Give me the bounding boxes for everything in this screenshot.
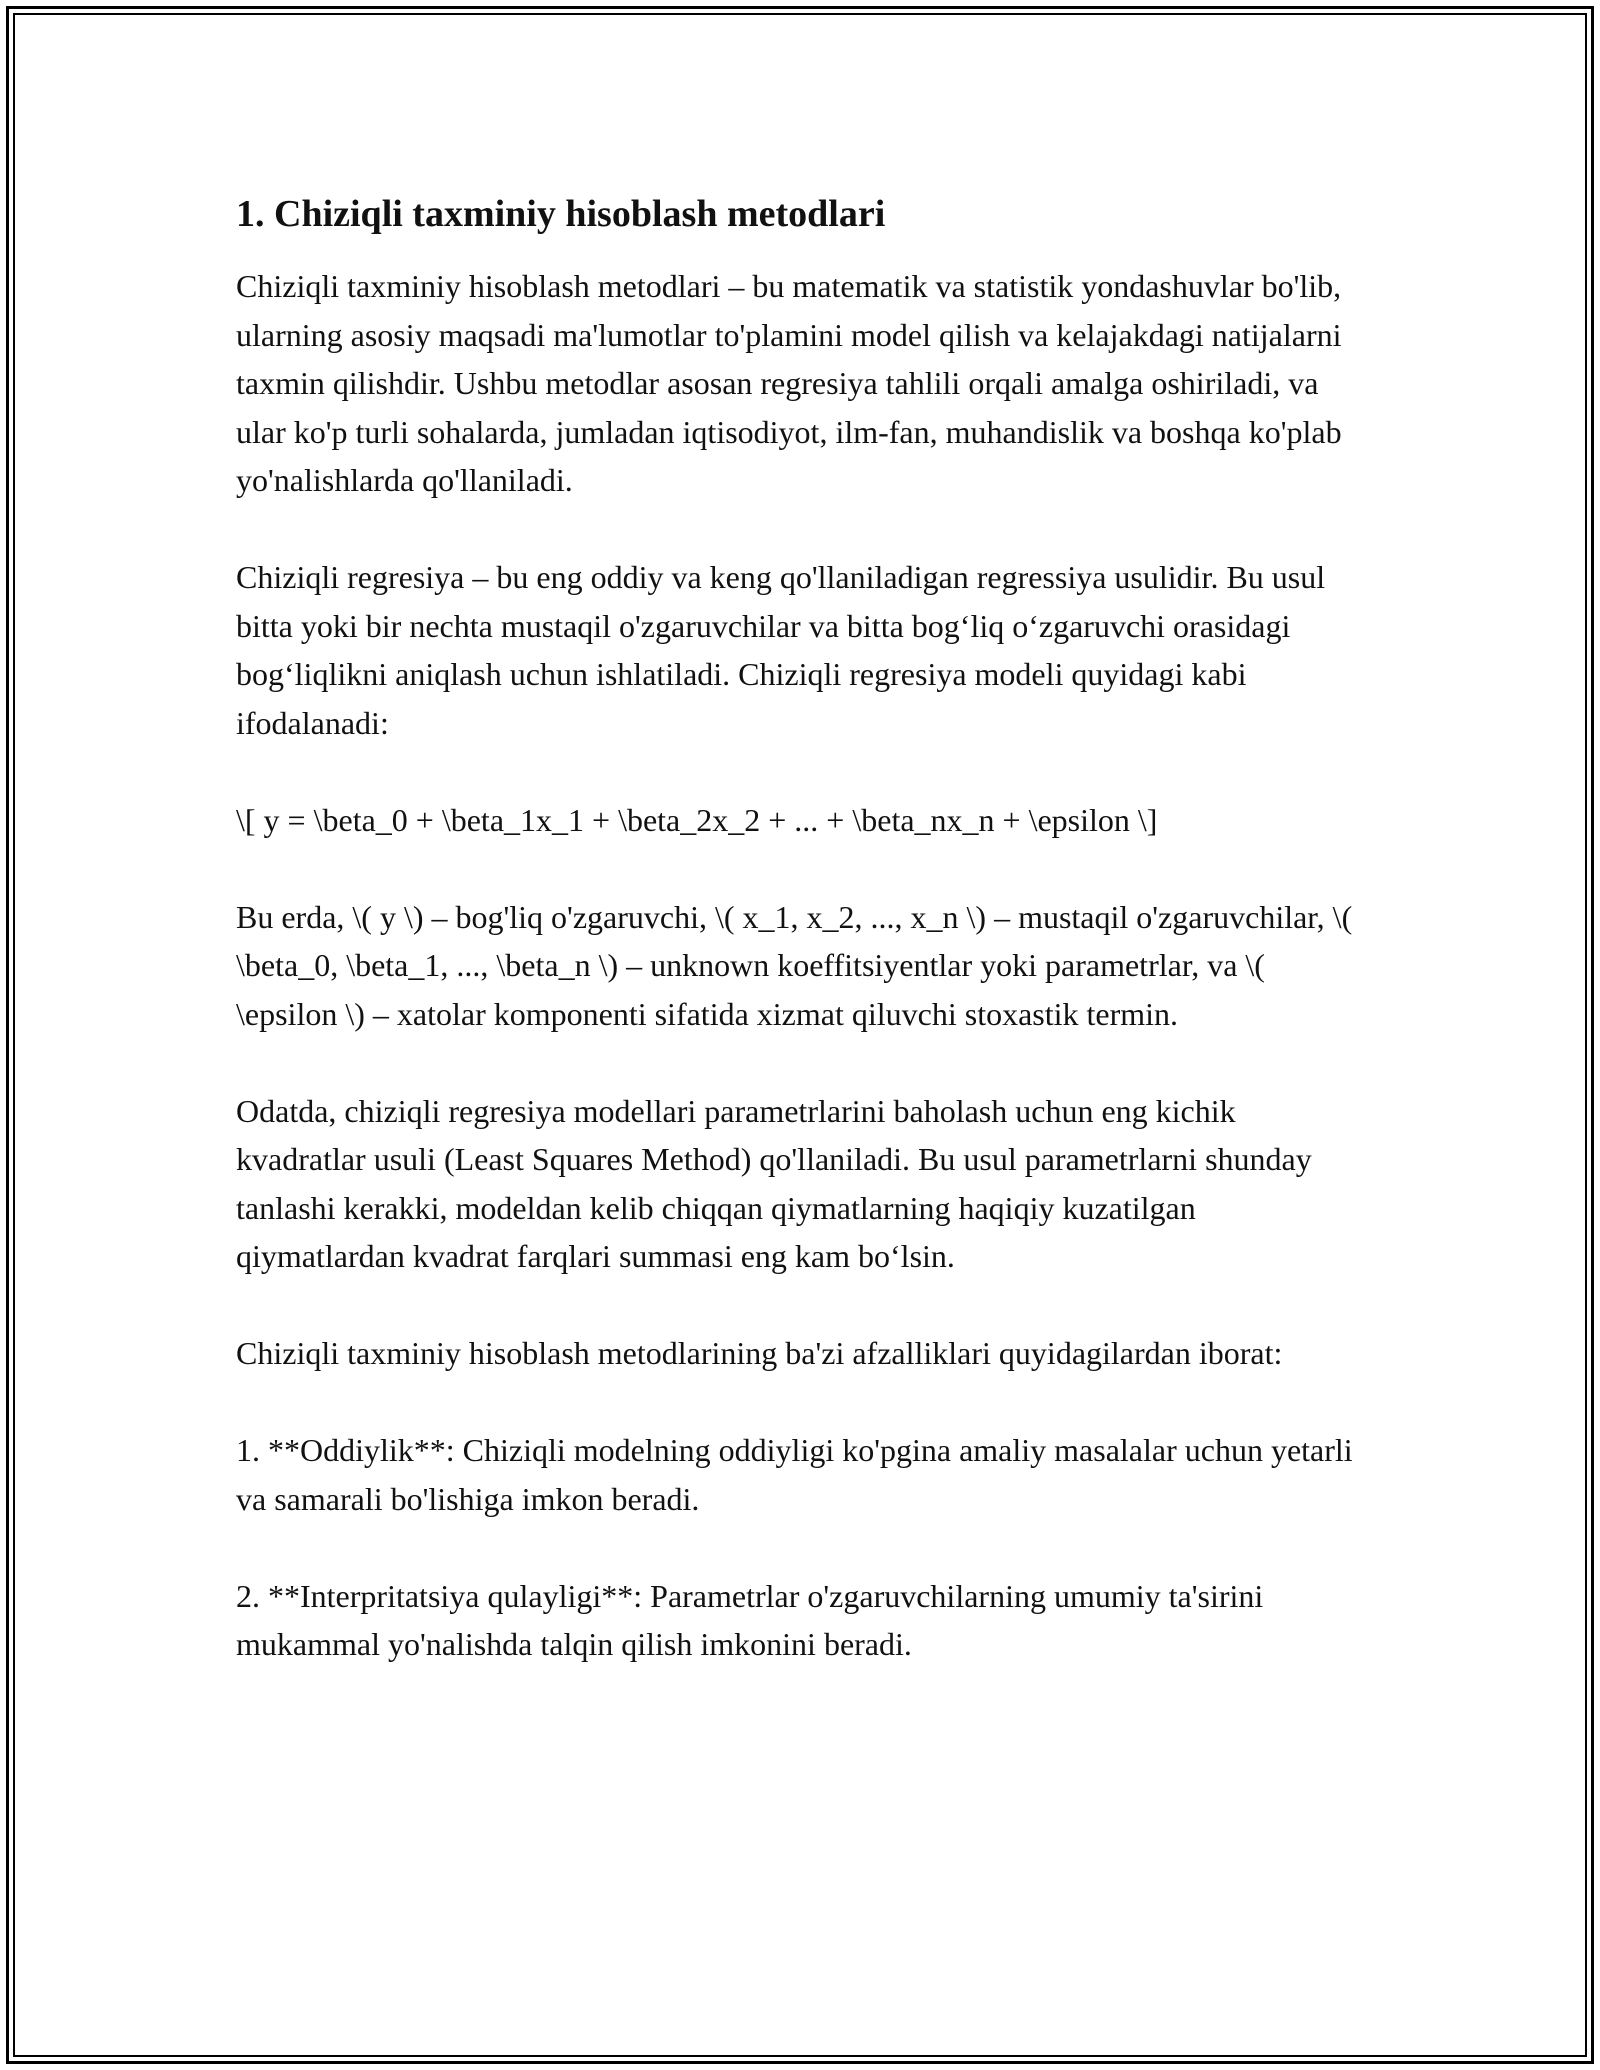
paragraph-advantages-intro: Chiziqli taxminiy hisoblash metodlarining ba'zi afzalliklari quyidagilardan iborat: — [236, 1335, 1283, 1371]
paragraph-formula: \[ y = \beta_0 + \beta_1x_1 + \beta_2x_2 + ... + \beta_nx_n + \epsilon \] — [236, 801, 1158, 838]
paragraph-intro: Chiziqli taxminiy hisoblash metodlari – bu matematik va statistik yondashuvlar bo'lib, ularning asosiy maqsadi ma'lumotlar to'plamini model qilish va kelajakdagi natijalarni taxmin qilishdir. Ushbu metodlar asosan regresiya tahlili orqali amalga oshiriladi, va ular ko'p turli sohalarda, jumladan iqtisodiyot, ilm-fan, muhandislik va boshqa ko'plab yo'nalishlarda qo'llaniladi. — [236, 268, 1342, 498]
list-item-interpretation: 2. **Interpritatsiya qulayligi**: Parametrlar o'zgaruvchilarning umumiy ta'sirini mukammal yo'nalishda talqin qilish imkonini beradi. — [236, 1577, 1264, 1662]
document-body — [236, 188, 1366, 1717]
paragraph-least-squares: Odatda, chiziqli regresiya modellari parametrlarini baholash uchun eng kichik kvadratlar usuli (Least Squares Method) qo'llaniladi. Bu usul parametrlarni shunday tanlashi kerakki, modeldan kelib chiqqan qiymatlarning haqiqiy kuzatilgan qiymatlardan kvadrat farqlari summasi eng kam bo‘lsin. — [236, 1092, 1312, 1274]
paragraph-variables: Bu erda, \( y \) – bog'liq o'zgaruvchi, \( x_1, x_2, ..., x_n \) – mustaqil o'zgaruvchilar, \( \beta_0, \beta_1, ..., \beta_n \) – unknown koeffitsiyentlar yoki parametrlar, va \( \epsilon \) – xatolar komponenti sifatida xizmat qiluvchi stoxastik termin. — [236, 898, 1353, 1032]
document-title: 1. Chiziqli taxminiy hisoblash metodlari — [236, 193, 886, 235]
paragraph-linear-regression: Chiziqli regresiya – bu eng oddiy va keng qo'llaniladigan regressiya usulidir. Bu usul bitta yoki bir nechta mustaqil o'zgaruvchilar va bitta bog‘liq o‘zgaruvchi orasidagi bog‘liqlikni aniqlash uchun ishlatiladi. Chiziqli regresiya modeli quyidagi kabi ifodalanadi: — [236, 559, 1326, 741]
list-item-simplicity: 1. **Oddiylik**: Chiziqli modelning oddiyligi ko'pgina amaliy masalalar uchun yetarli va samarali bo'lishiga imkon beradi. — [236, 1432, 1353, 1517]
